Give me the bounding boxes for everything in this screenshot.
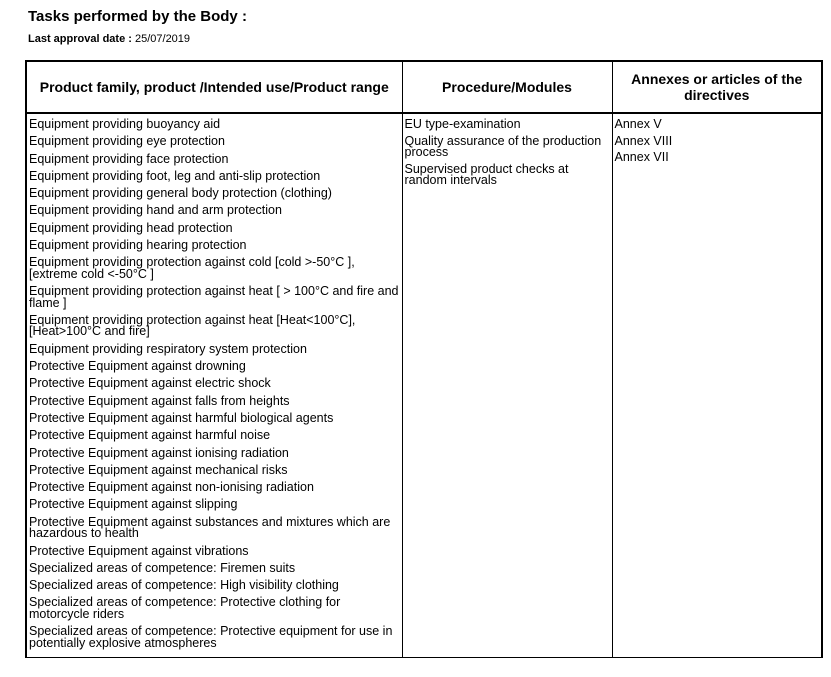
- product-item: Equipment providing hand and arm protection: [29, 203, 282, 218]
- column-header-procedure: Procedure/Modules: [402, 61, 612, 113]
- product-item: Protective Equipment against harmful biological agents: [29, 410, 334, 425]
- product-item: Equipment providing head protection: [29, 220, 233, 235]
- page-title: Tasks performed by the Body :: [28, 8, 247, 25]
- products-cell: [26, 113, 402, 658]
- product-item: Protective Equipment against substances and mixtures which are hazardous to health: [29, 514, 391, 541]
- product-item: Protective Equipment against electric shock: [29, 376, 271, 391]
- product-item: Specialized areas of competence: Firemen suits: [29, 560, 296, 575]
- product-item: Specialized areas of competence: Protective equipment for use in potentially explosive atmospheres: [29, 624, 393, 650]
- product-item: Specialized areas of competence: High visibility clothing: [29, 578, 339, 593]
- product-item: Protective Equipment against non-ionising radiation: [29, 480, 314, 495]
- product-item: Protective Equipment against mechanical risks: [29, 462, 288, 477]
- column-header-product: Product family, product /Intended use/Product range: [26, 61, 402, 113]
- product-item: Equipment providing protection against heat [ > 100°C and fire and flame ]: [29, 284, 399, 310]
- product-item: Equipment providing eye protection: [29, 134, 225, 149]
- product-item: Equipment providing buoyancy aid: [29, 117, 221, 131]
- product-item: Protective Equipment against slipping: [29, 497, 238, 512]
- annex-item: Annex V: [614, 117, 662, 131]
- approval-date-line: [28, 33, 190, 45]
- product-item: Protective Equipment against falls from heights: [29, 393, 290, 408]
- product-item: Protective Equipment against vibrations: [29, 543, 249, 558]
- procedures-cell: [402, 113, 612, 658]
- product-item: Protective Equipment against ionising radiation: [29, 445, 289, 460]
- annexes-cell: [612, 113, 822, 658]
- procedure-item: Quality assurance of the production process: [404, 133, 602, 159]
- product-item: Equipment providing foot, leg and anti-slip protection: [29, 168, 321, 183]
- product-item: Specialized areas of competence: Protective clothing for motorcycle riders: [29, 595, 341, 621]
- product-item: Protective Equipment against harmful noise: [29, 428, 271, 443]
- column-header-annexes: Annexes or articles of the directives: [612, 61, 822, 113]
- approval-date-value: 25/07/2019: [134, 33, 191, 45]
- product-item: Protective Equipment against drowning: [29, 359, 246, 374]
- product-item: Equipment providing protection against heat [Heat<100°C], [Heat>100°C and fire]: [29, 312, 356, 339]
- annex-item: Annex VII: [614, 150, 669, 164]
- table-row: [26, 113, 822, 658]
- product-item: Equipment providing protection against cold [cold >-50°C ], [extreme cold <-50°C ]: [29, 255, 355, 281]
- table-header-row: [26, 61, 822, 113]
- product-item: Equipment providing general body protection (clothing): [29, 186, 332, 201]
- procedure-item: Supervised product checks at random intervals: [404, 161, 569, 187]
- product-item: Equipment providing respiratory system protection: [29, 341, 307, 356]
- procedure-item: EU type-examination: [404, 117, 521, 131]
- tasks-table: [25, 60, 823, 658]
- product-item: Equipment providing hearing protection: [29, 238, 247, 253]
- product-item: Equipment providing face protection: [29, 151, 229, 166]
- annex-item: Annex VIII: [614, 133, 673, 148]
- approval-date-label: Last approval date :: [28, 33, 132, 45]
